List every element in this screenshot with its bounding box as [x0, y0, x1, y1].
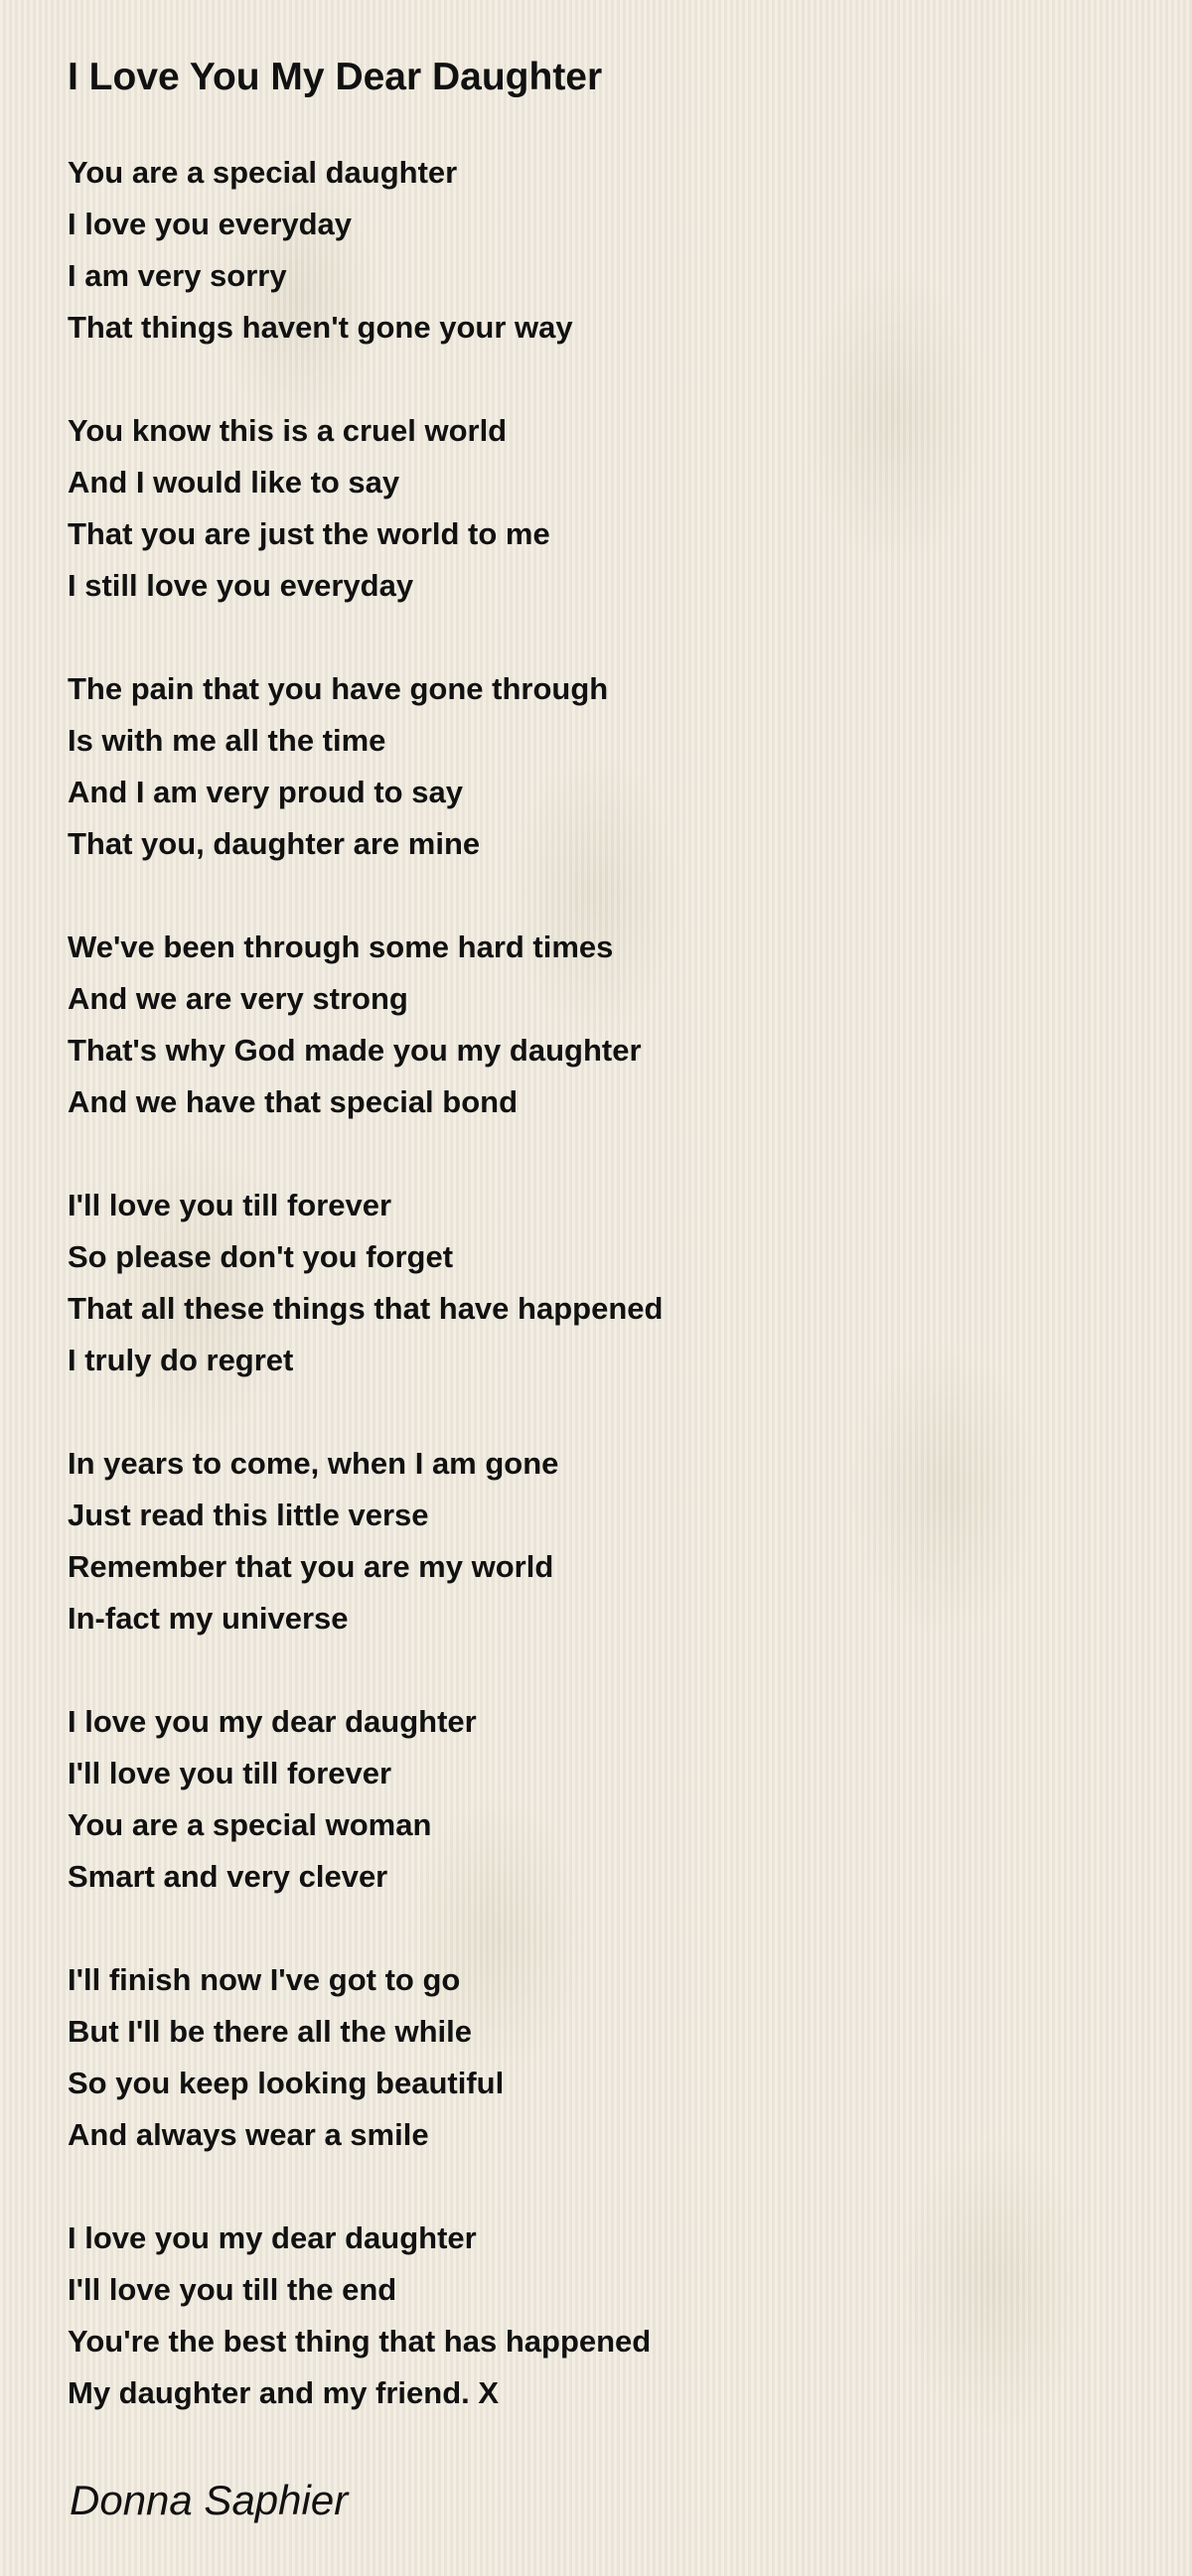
- stanza: [68, 663, 663, 870]
- poem-line: That things haven't gone your way: [68, 310, 573, 345]
- stanza: [68, 1180, 663, 1386]
- poem-line: Is with me all the time: [68, 723, 386, 758]
- poem-line: In years to come, when I am gone: [68, 1446, 559, 1481]
- stanza: [68, 147, 663, 354]
- poem-author: Donna Saphier: [70, 2477, 349, 2523]
- poem-line: And I would like to say: [68, 465, 400, 500]
- poem-line: Smart and very clever: [68, 1859, 388, 1894]
- poem-line: We've been through some hard times: [68, 930, 614, 964]
- poem-line: You're the best thing that has happened: [68, 2324, 652, 2359]
- poem-line: I truly do regret: [68, 1343, 294, 1377]
- poem-line: You know this is a cruel world: [68, 413, 508, 448]
- poem-line: But I'll be there all the while: [68, 2014, 472, 2049]
- poem-line: I am very sorry: [68, 258, 287, 293]
- poem-line: You are a special woman: [68, 1807, 432, 1842]
- stanza: [68, 1696, 663, 1903]
- poem-line: That all these things that have happened: [68, 1291, 664, 1326]
- poem-line: And we have that special bond: [68, 1084, 519, 1119]
- poem-line: I love you my dear daughter: [68, 1704, 477, 1739]
- poem-line: I love you my dear daughter: [68, 2220, 477, 2255]
- poem-line: You are a special daughter: [68, 155, 458, 190]
- poem-line: I'll love you till forever: [68, 1188, 392, 1222]
- poem-title: I Love You My Dear Daughter: [68, 56, 603, 98]
- poem-line: I'll love you till forever: [68, 1756, 392, 1790]
- poem-line: So please don't you forget: [68, 1239, 454, 1274]
- stanza: [68, 922, 663, 1128]
- poem-line: The pain that you have gone through: [68, 671, 609, 706]
- poem-line: Just read this little verse: [68, 1498, 429, 1532]
- poem-line: I'll finish now I've got to go: [68, 1962, 461, 1997]
- poem-body: [68, 147, 663, 2471]
- poem-line: So you keep looking beautiful: [68, 2066, 505, 2100]
- poem-line: And I am very proud to say: [68, 775, 463, 809]
- poem-line: Remember that you are my world: [68, 1549, 554, 1584]
- stanza: [68, 1954, 663, 2161]
- stanza: [68, 405, 663, 612]
- poem-line: And always wear a smile: [68, 2117, 429, 2152]
- poem-line: I still love you everyday: [68, 568, 414, 603]
- poem-line: I'll love you till the end: [68, 2272, 397, 2307]
- poem-line: In-fact my universe: [68, 1601, 349, 1636]
- poem-line: My daughter and my friend. X: [68, 2375, 500, 2410]
- poem-line: That's why God made you my daughter: [68, 1033, 642, 1068]
- poem-line: That you, daughter are mine: [68, 826, 481, 861]
- stanza: [68, 1438, 663, 1645]
- poem-line: That you are just the world to me: [68, 516, 550, 551]
- poem-line: I love you everyday: [68, 207, 353, 241]
- stanza: [68, 2213, 663, 2419]
- poem-line: And we are very strong: [68, 981, 408, 1016]
